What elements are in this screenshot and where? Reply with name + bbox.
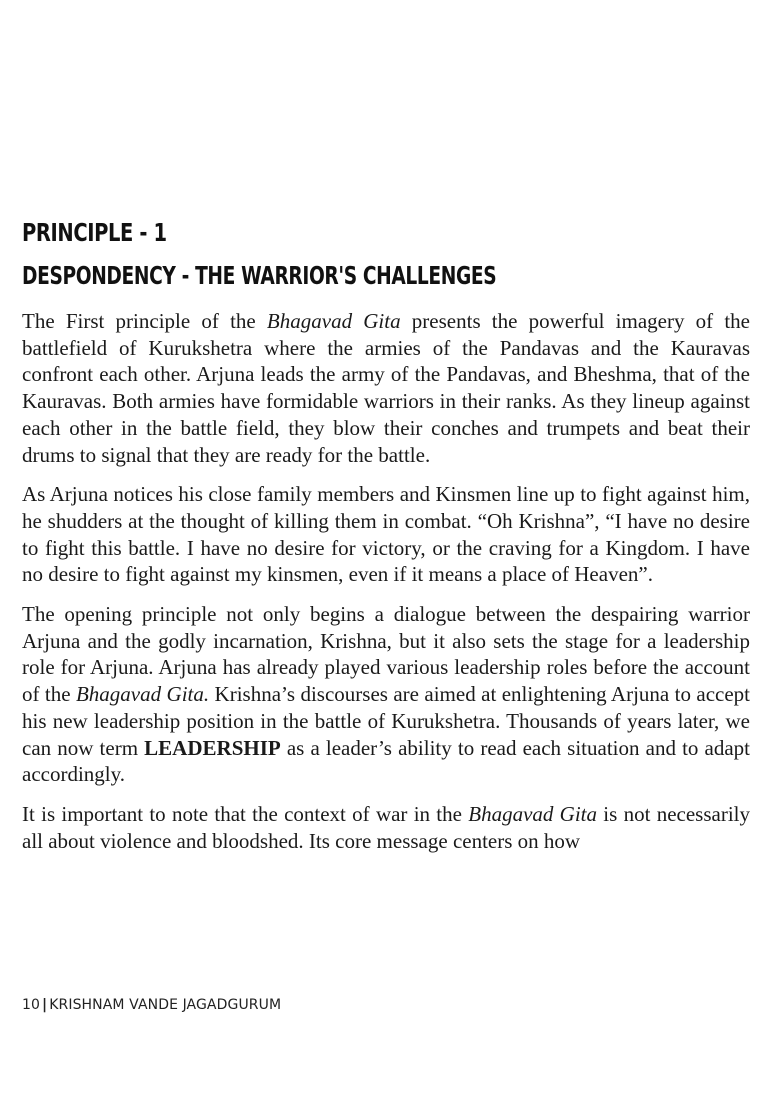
chapter-subtitle: DESPONDENCY - THE WARRIOR'S CHALLENGES xyxy=(22,261,497,290)
running-book-title: KRISHNAM VANDE JAGADGURUM xyxy=(49,997,282,1013)
page-footer xyxy=(22,997,281,1013)
book-title-italic: Bhagavad Gita xyxy=(468,801,598,826)
paragraph-1 xyxy=(22,308,750,468)
text-segment: The opening principle not only begins a dialogue between the despairing warrior Arjuna and the godly incarnation, Krishna, but it also sets the stage for a leadership role for Arjuna. Arjuna has already played various leadership roles before the account of the xyxy=(22,602,750,707)
page-number: 10 xyxy=(22,997,41,1013)
book-title-italic: Bhagavad Gita. xyxy=(75,682,210,707)
paragraph-2 xyxy=(22,481,750,588)
paragraph-3 xyxy=(22,601,750,788)
book-title-italic: Bhagavad Gita xyxy=(266,309,401,333)
body-text xyxy=(22,308,750,867)
text-segment: Krishna’s discourses are aimed at enlightening Arjuna to accept his new leadership position in the battle of Kurukshetra. Thousands of years later, we can now term xyxy=(22,682,751,760)
leadership-emphasis: LEADERSHIP xyxy=(144,735,281,760)
footer-separator: | xyxy=(42,997,48,1013)
paragraph-4 xyxy=(22,801,750,854)
text-segment: as a leader’s ability to read each situation and to adapt accordingly. xyxy=(22,735,750,787)
text-segment: is not necessarily all about violence and bloodshed. Its core message centers on how xyxy=(22,801,750,853)
principle-heading: PRINCIPLE - 1 xyxy=(22,218,167,247)
text-segment: As Arjuna notices his close family members and Kinsmen line up to fight against him, he shudders at the thought of killing them in combat. “Oh Krishna”, “I have no desire to fight this battle. I have no desire for victory, or the craving for a Kingdom. I have no desire to fight against my kinsmen, even if it means a place of Heaven”. xyxy=(22,482,750,587)
text-segment: presents the powerful imagery of the battlefield of Kurukshetra where the armies of the Pandavas and the Kauravas confront each other. Arjuna leads the army of the Pandavas, and Bheshma, that of the Kauravas. Both armies have formidable warriors in their ranks. As they lineup against each other in the battle field, they blow their conches and trumpets and beat their drums to signal that they are ready for the battle. xyxy=(22,309,751,467)
text-segment: It is important to note that the context of war in the xyxy=(22,801,469,826)
text-segment: The First principle of the xyxy=(22,309,267,333)
